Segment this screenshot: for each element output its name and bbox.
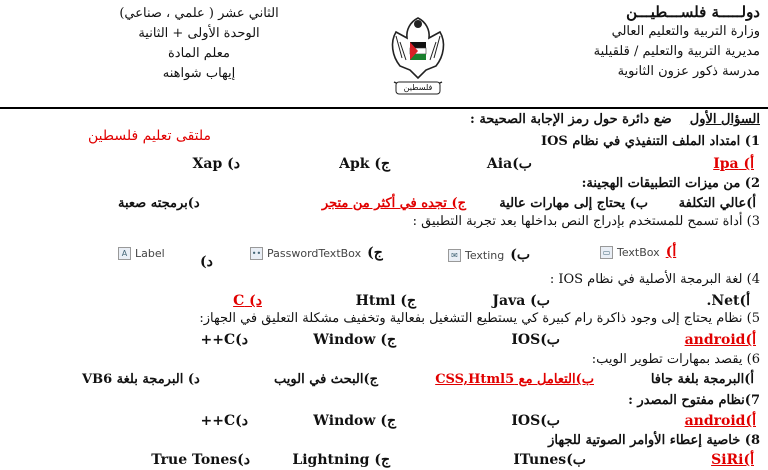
ministry-line: وزارة التربية والتعليم العالي — [611, 24, 760, 39]
q3-option-d[interactable] — [118, 244, 213, 270]
q7-option-a[interactable]: أ)android — [684, 413, 756, 429]
q1-option-c[interactable]: ج) Apk — [339, 156, 390, 172]
q3-option-c-letter: ج) — [367, 245, 383, 261]
q5-option-d[interactable]: د)C++ — [200, 332, 248, 348]
section-instruction: ضع دائرة حول رمز الإجابة الصحيحة : — [470, 112, 672, 127]
password-icon: •• — [251, 248, 262, 258]
q3-option-d-letter: د) — [200, 254, 213, 270]
q2-option-c[interactable] — [322, 196, 466, 211]
q3-option-a-letter: أ) — [665, 244, 677, 260]
q4-option-b[interactable]: ب) Java — [492, 293, 550, 309]
q2-option-a[interactable]: أ)عالي التكلفة — [678, 196, 756, 211]
q1-text: 1) امتداد الملف التنفيذي في نظام IOS — [541, 134, 760, 149]
q2-text: 2) من ميزات التطبيقات الهجينة: — [581, 176, 760, 191]
emblem-caption: فلسطين — [403, 83, 433, 92]
q6-option-a[interactable]: أ)البرمجة بلغة جافا — [650, 372, 754, 387]
palestine-emblem — [380, 8, 456, 104]
q4-option-d[interactable]: د) C — [233, 293, 262, 309]
q7-option-c[interactable]: ج) Window — [313, 413, 396, 429]
q6-option-b-text: ب)التعامل مع CSS,Html5 — [435, 372, 594, 387]
q7-option-b[interactable]: ب)IOS — [511, 413, 560, 429]
state-title: دولـــــة فلســـطيـــن — [626, 3, 760, 21]
header-right — [526, 2, 760, 82]
q3-text: 3) أداة تسمح للمستخدم بإدراج النص بداخلها بعد تجربة التطبيق : — [412, 214, 760, 229]
q4-option-c[interactable]: ج) Html — [355, 293, 416, 309]
q3-option-c[interactable] — [250, 244, 383, 262]
directorate-line: مديرية التربية والتعليم / قلقيلية — [593, 44, 760, 59]
textbox-label: TextBox — [617, 245, 660, 259]
q5-option-b[interactable]: ب)IOS — [511, 332, 560, 348]
q1-option-a[interactable]: أ) Ipa — [713, 156, 754, 172]
label-control — [118, 244, 165, 262]
header-left — [104, 4, 294, 84]
q6-option-b[interactable] — [435, 372, 594, 387]
q2-option-c-text: ج) تجده في أكثر من متجر — [321, 196, 466, 211]
q8-option-c[interactable]: ج) Lightning — [292, 452, 390, 468]
label-control-label: Label — [135, 246, 165, 260]
q3-option-b-letter: ب) — [510, 247, 531, 263]
password-textbox-label: PasswordTextBox — [267, 246, 362, 260]
school-line: مدرسة ذكور عزون الثانوية — [617, 64, 760, 79]
q4-text: 4) لغة البرمجة الأصلية في نظام IOS : — [549, 272, 760, 287]
teacher-label: معلم المادة — [168, 46, 230, 61]
q6-option-d[interactable]: د) البرمجة بلغة VB6 — [82, 372, 200, 387]
q8-option-a[interactable]: أ)SiRi — [711, 452, 754, 468]
q5-text: 5) نظام يحتاج إلى وجود ذاكرة رام كبيرة كي يستطيع التشغيل بفعالية وتخفيف مشكلة التعليق في الجهاز: — [199, 311, 760, 326]
q8-option-b[interactable]: ب)ITunes — [513, 452, 586, 468]
q1-option-d[interactable]: د) Xap — [192, 156, 240, 172]
texting-icon: ✉ — [448, 249, 461, 262]
password-textbox-control — [250, 244, 361, 262]
unit-line: الوحدة الأولى + الثانية — [138, 26, 260, 41]
grade-line: الثاني عشر ( علمي ، صناعي) — [119, 6, 279, 21]
teacher-name: إيهاب شواهنه — [162, 66, 236, 81]
q3-option-a[interactable] — [600, 243, 676, 261]
forum-watermark: ملتقى تعليم فلسطين — [88, 128, 212, 144]
q2-option-d[interactable]: د)برمجته صعبة — [118, 196, 200, 211]
q6-option-c[interactable]: ج)البحث في الويب — [274, 372, 378, 387]
label-icon: A — [118, 247, 131, 260]
q8-option-d[interactable]: د)True Tones — [151, 452, 250, 468]
textbox-icon: ▭ — [600, 246, 613, 259]
header-divider — [0, 107, 768, 109]
q4-option-a[interactable]: أ)Net. — [706, 293, 750, 309]
q7-option-d[interactable]: د)C++ — [200, 413, 248, 429]
section-heading — [470, 112, 760, 127]
q7-text: 7)نظام مفتوح المصدر : — [628, 393, 760, 408]
q2-option-b[interactable]: ب) يحتاج إلى مهارات عالية — [499, 196, 648, 211]
section-label: السؤال الأول — [689, 112, 760, 127]
q6-text: 6) يقصد بمهارات تطوير الويب: — [591, 352, 760, 367]
texting-label: Texting — [465, 248, 505, 262]
q5-option-c[interactable]: ج) Window — [313, 332, 396, 348]
textbox-control — [600, 243, 660, 261]
q1-option-b[interactable]: ب)Aia — [486, 156, 532, 172]
q8-text: 8) خاصية إعطاء الأوامر الصوتية للجهاز — [548, 433, 760, 448]
q3-option-b[interactable] — [448, 246, 530, 264]
texting-control — [448, 246, 504, 264]
q5-option-a[interactable]: أ)android — [684, 332, 756, 348]
